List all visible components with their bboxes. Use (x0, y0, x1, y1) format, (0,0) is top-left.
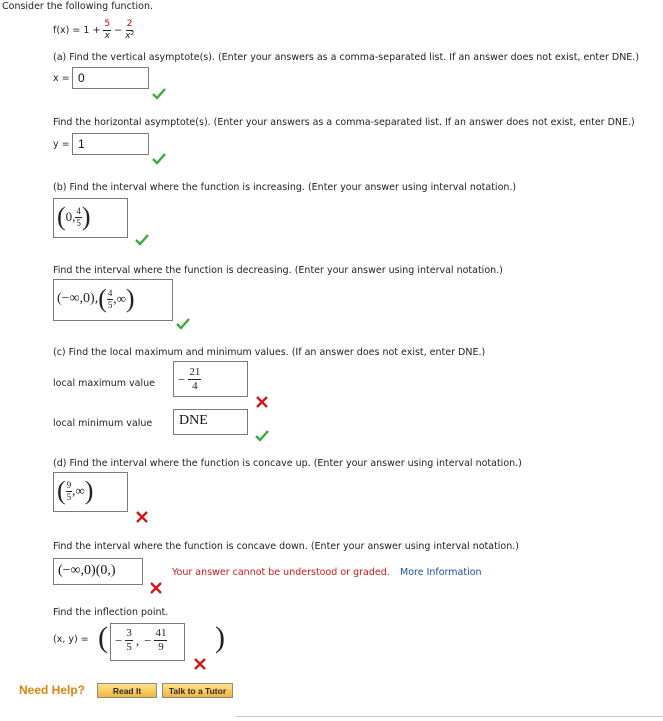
increasing-num: 4 (76, 205, 81, 216)
concave-up-tail: ,∞ (72, 483, 85, 498)
vertical-asymptote-input[interactable] (72, 67, 149, 89)
ip-sign2: − (144, 632, 152, 648)
intro-text: Consider the following function. (2, 1, 154, 12)
term1-num: 5 (104, 19, 111, 29)
function-term2 (125, 20, 134, 41)
horizontal-asymptote-value: 1 (78, 137, 85, 151)
decreasing-tail: ,∞ (113, 291, 126, 306)
term1-den: x (104, 31, 110, 41)
increasing-answer: ( 0, $\frac{4}{5}$ ) (57, 202, 91, 231)
decreasing-input[interactable] (53, 279, 173, 321)
local-max-label: local maximum value (53, 378, 155, 389)
x-equals-label: x = (53, 73, 70, 84)
more-information-link[interactable]: More Information (400, 567, 482, 578)
ip-fraction2 (154, 628, 167, 653)
error-message: Your answer cannot be understood or graded. (172, 567, 390, 578)
local-max-num: 21 (189, 366, 201, 378)
correct-check-icon (255, 430, 269, 442)
local-max-answer (178, 367, 201, 392)
ip-den1: 5 (126, 641, 132, 653)
function-minus: − (114, 25, 123, 36)
concave-up-input[interactable] (53, 472, 128, 512)
local-min-input[interactable] (173, 409, 248, 435)
ip-num2: 41 (155, 627, 167, 639)
increasing-den: 5 (76, 217, 81, 228)
concave-up-answer: ( $\frac{9}{5}$ ,∞ ) (57, 476, 94, 505)
right-paren: ) (215, 621, 225, 654)
concave-down-input[interactable] (53, 558, 143, 585)
vertical-asymptote-prompt: (a) Find the vertical asymptote(s). (Enter your answers as a comma-separated list. If an answer does not exist, enter DNE.) (53, 52, 640, 63)
decreasing-den: 5 (107, 299, 113, 310)
y-equals-label: y = (53, 139, 70, 150)
local-max-fraction (188, 367, 201, 392)
function-term1 (103, 20, 111, 41)
local-min-label: local minimum value (53, 418, 153, 429)
local-extrema-prompt: (c) Find the local maximum and minimum values. (If an answer does not exist, enter DNE.) (53, 347, 486, 358)
local-max-den: 4 (192, 380, 198, 392)
increasing-start: 0, (65, 209, 76, 224)
concave-up-den: 5 (66, 491, 72, 502)
local-max-input[interactable] (173, 361, 248, 397)
ip-num1: 3 (126, 627, 132, 639)
vertical-asymptote-value: 0 (78, 71, 85, 85)
inflection-prompt: Find the inflection point. (53, 607, 169, 618)
function-definition (53, 20, 134, 41)
left-paren: ( (98, 621, 108, 654)
correct-check-icon (152, 88, 166, 100)
bottom-divider (236, 716, 663, 717)
concave-up-num: 9 (66, 479, 72, 490)
ip-fraction1 (125, 628, 133, 653)
ip-den2: 9 (158, 641, 164, 653)
incorrect-cross-icon (193, 658, 207, 670)
term2-num: 2 (126, 19, 133, 29)
correct-check-icon (135, 234, 149, 246)
term2-den: x² (125, 31, 135, 41)
horizontal-asymptote-prompt: Find the horizontal asymptote(s). (Enter your answers as a comma-separated list. If an answer does not exist, enter DNE.) (53, 117, 635, 128)
read-it-button[interactable]: Read It (97, 683, 157, 698)
horizontal-asymptote-input[interactable] (72, 133, 149, 155)
decreasing-num: 4 (107, 287, 113, 298)
decreasing-part1: (−∞,0), (57, 291, 99, 306)
concave-up-prompt: (d) Find the interval where the function is concave up. (Enter your answer using interval notation.) (53, 458, 522, 469)
decreasing-prompt: Find the interval where the function is decreasing. (Enter your answer using interval notation.) (53, 265, 503, 276)
inflection-point-input[interactable] (110, 623, 185, 661)
inflection-answer (115, 628, 167, 653)
concave-down-value: (−∞,0)(0,) (58, 563, 116, 578)
local-min-value: DNE (179, 413, 208, 428)
local-max-sign: − (178, 371, 186, 387)
concave-down-prompt: Find the interval where the function is concave down. (Enter your answer using interval notation.) (53, 541, 519, 552)
incorrect-cross-icon (149, 582, 163, 594)
incorrect-cross-icon (255, 396, 269, 408)
xy-label: (x, y) = (53, 634, 89, 645)
talk-to-tutor-button[interactable]: Talk to a Tutor (162, 683, 233, 698)
correct-check-icon (176, 318, 190, 330)
ip-separator: , (135, 632, 140, 648)
function-lhs: f(x) = 1 + (53, 25, 101, 36)
ip-sign1: − (115, 632, 123, 648)
increasing-input[interactable] (53, 198, 128, 238)
correct-check-icon (152, 153, 166, 165)
increasing-prompt: (b) Find the interval where the function is increasing. (Enter your answer using interval notation.) (53, 182, 517, 193)
decreasing-answer: (−∞,0), ( $\frac{4}{5}$ ,∞ ) (57, 284, 135, 313)
need-help-label: Need Help? (19, 683, 86, 697)
incorrect-cross-icon (135, 511, 149, 523)
